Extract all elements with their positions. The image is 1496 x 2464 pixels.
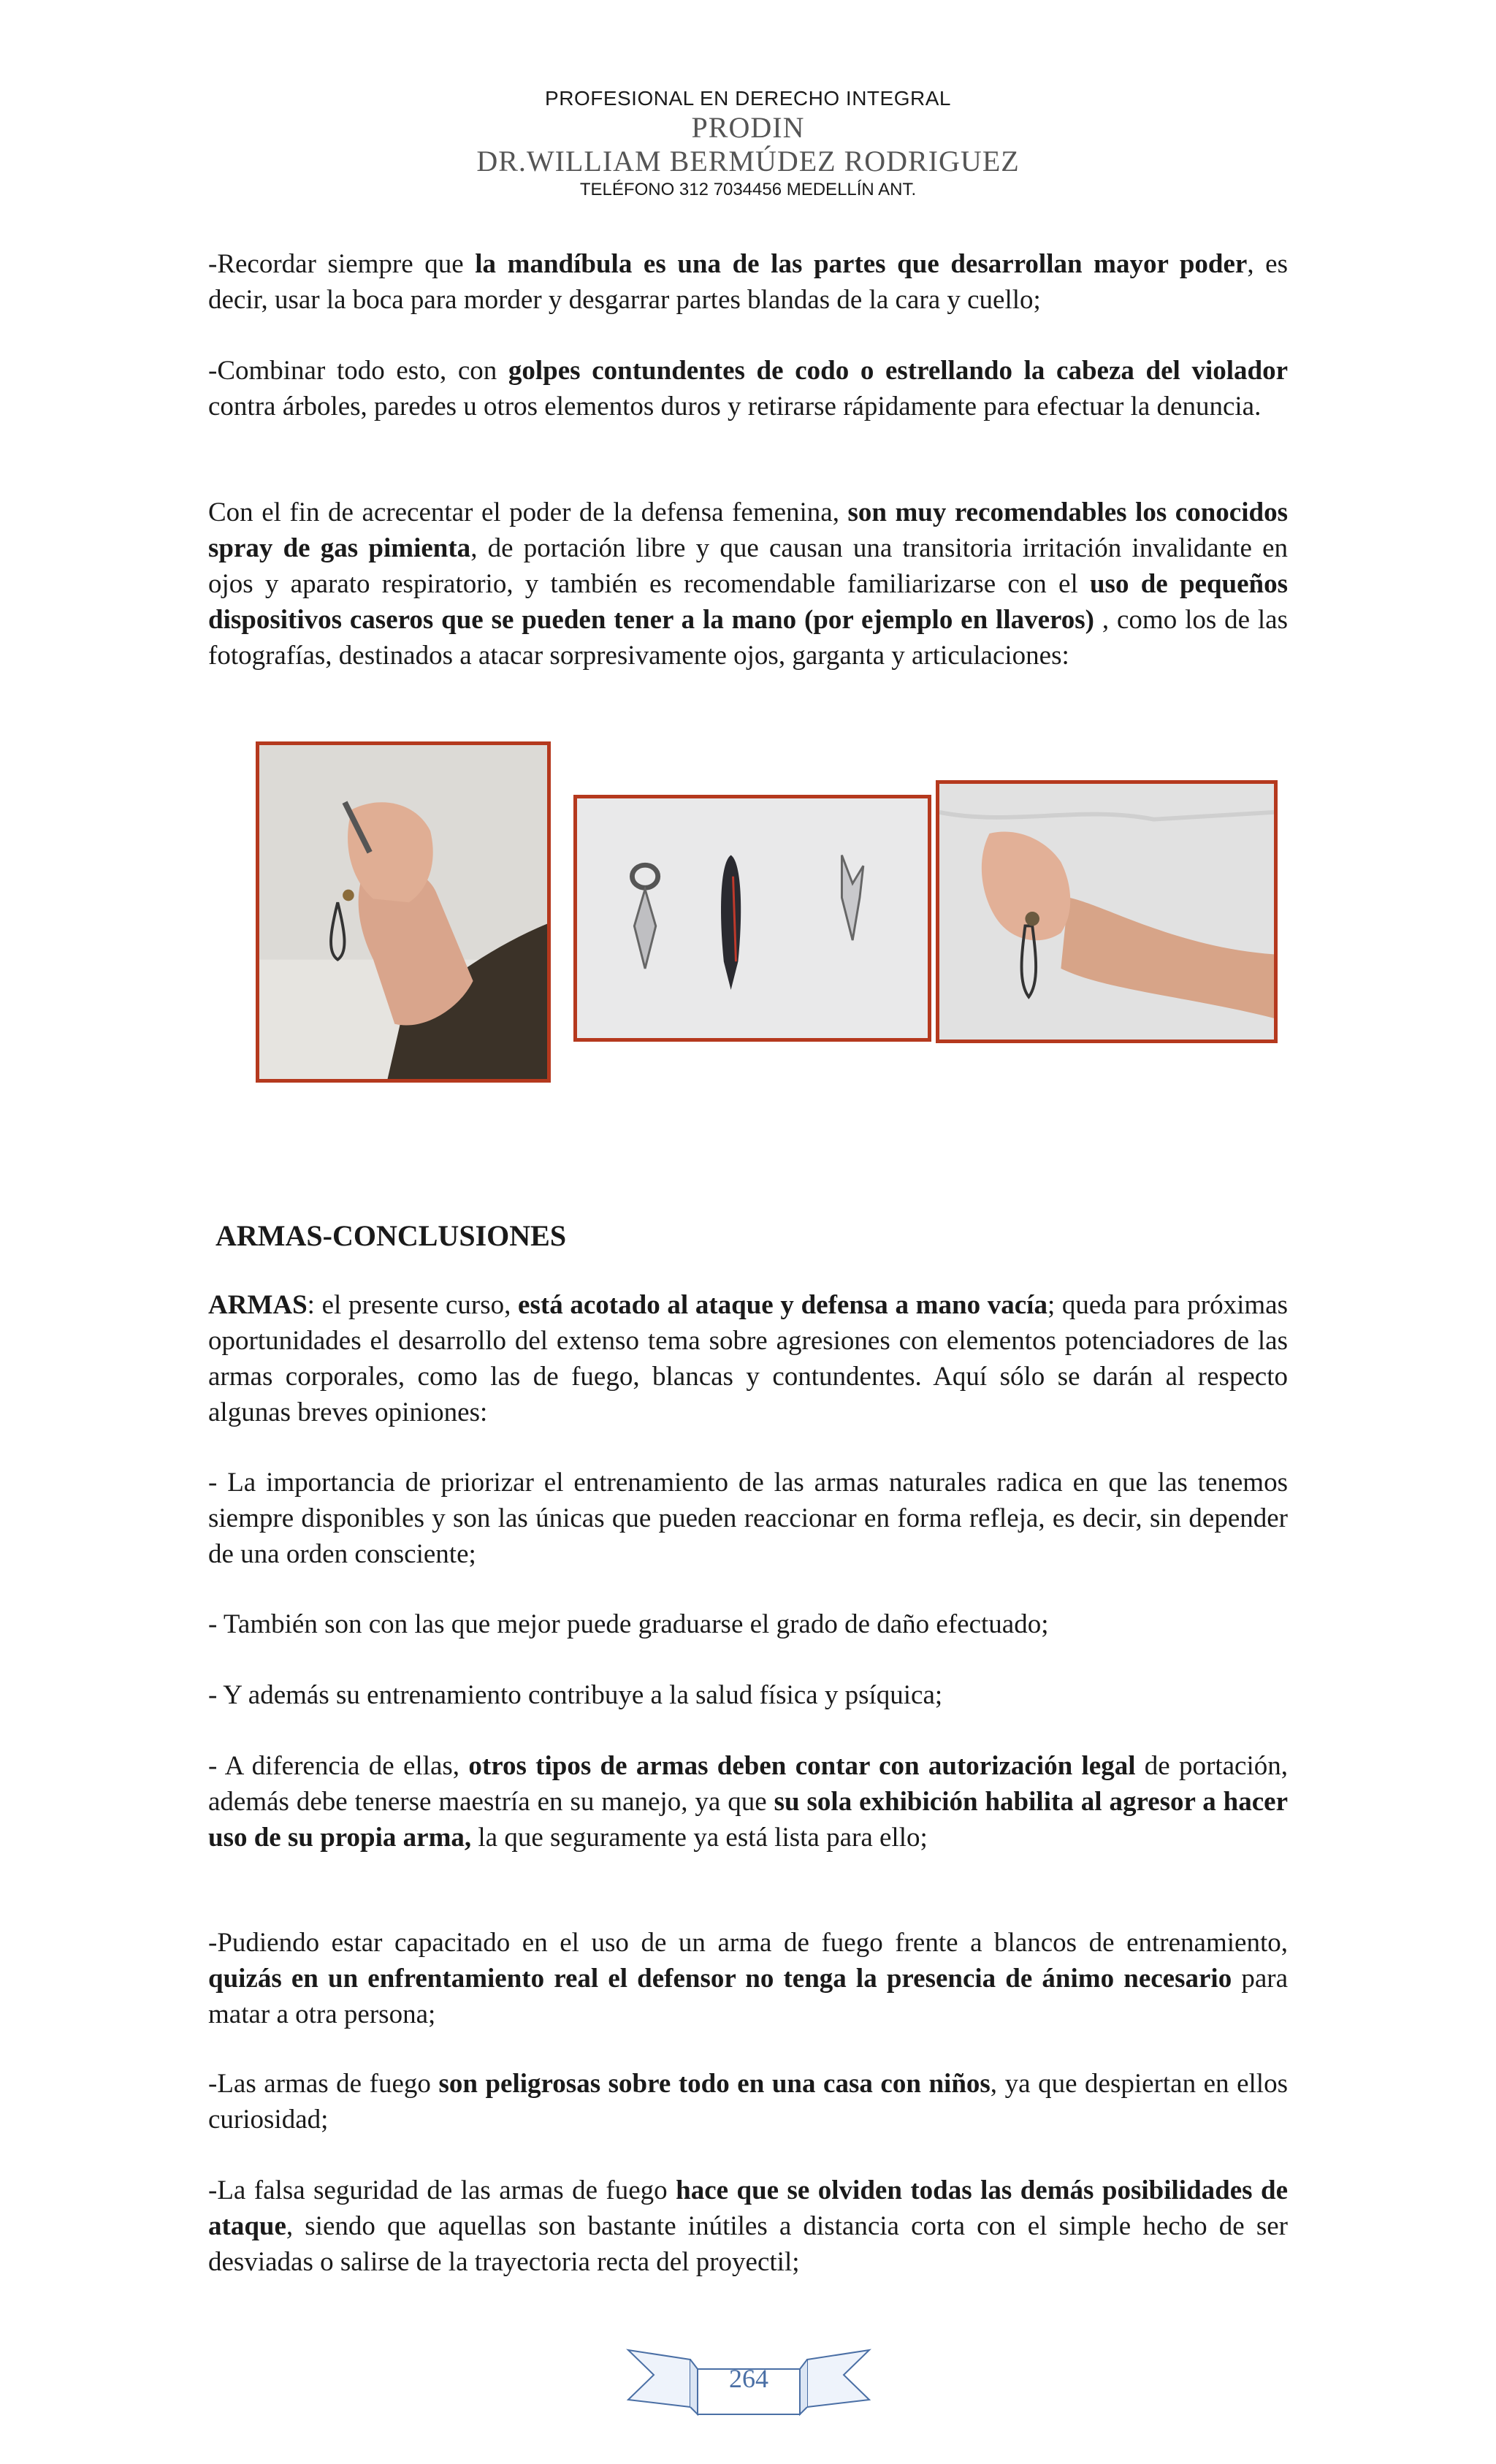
photo-fist-keychain — [256, 741, 551, 1083]
paragraph-false-security: -La falsa seguridad de las armas de fuego hace que se olviden todas las demás posibilidades de ataque, siendo que aquellas son bastante inútiles a distancia corta con el simple hecho de ser desviadas o salirse de la trayectoria recta del proyectil; — [208, 2175, 1288, 2277]
header-title: PROFESIONAL EN DERECHO INTEGRAL — [545, 87, 951, 110]
paragraph-pepper-spray: Con el fin de acrecentar el poder de la defensa femenina, son muy recomendables los conocidos spray de gas pimienta, de portación libre y que causan una transitoria irritación invalidante en ojos y aparato respiratorio, y también es recomendable familiarizarse con el uso de pequeños dispositivos caseros que se pueden tener a la mano (por ejemplo en llaveros) , como los de las fotografías, destinados a atacar sorpresivamente ojos, garganta y articulaciones: — [208, 497, 1289, 671]
paragraph-children: -Las armas de fuego son peligrosas sobre todo en una casa con niños, ya que despiertan en ellos curiosidad; — [208, 2069, 1288, 2135]
photo-keychain-devices — [573, 795, 931, 1042]
header-author: DR.WILLIAM BERMÚDEZ RODRIGUEZ — [476, 145, 1020, 178]
section-title: ARMAS-CONCLUSIONES — [215, 1219, 567, 1252]
paragraph-damage: - También son con las que mejor puede graduarse el grado de daño efectuado; — [208, 1609, 1049, 1639]
paragraph-health: - Y además su entrenamiento contribuye a la salud física y psíquica; — [208, 1680, 943, 1710]
header-brand: PRODIN — [691, 111, 805, 144]
paragraph-other-weapons: - A diferencia de ellas, otros tipos de armas deben contar con autorización legal de portación, además debe tenerse maestría en su manejo, ya que su sola exhibición habilita al agresor a hacer uso de su propia arma, la que seguramente ya está lista para ello; — [208, 1751, 1288, 1853]
paragraph-firearm-training: -Pudiendo estar capacitado en el uso de un arma de fuego frente a blancos de entrenamiento, quizás en un enfrentamiento real el defensor no tenga la presencia de ánimo necesario para matar a otra persona; — [208, 1928, 1288, 2029]
page-number-ribbon — [625, 2341, 873, 2422]
paragraph-mandible: -Recordar siempre que la mandíbula es una de las partes que desarrollan mayor poder, es decir, usar la boca para morder y desgarrar partes blandas de la cara y cuello; — [208, 249, 1288, 315]
page-header — [0, 86, 1496, 202]
page-number: 264 — [729, 2364, 768, 2393]
header-phone: TELÉFONO 312 7034456 MEDELLÍN ANT. — [579, 180, 917, 199]
paragraph-combine: -Combinar todo esto, con golpes contundentes de codo o estrellando la cabeza del violador contra árboles, paredes u otros elementos duros y retirarse rápidamente para efectuar la denuncia. — [208, 356, 1289, 422]
paragraph-natural-weapons: - La importancia de priorizar el entrenamiento de las armas naturales radica en que las tenemos siempre disponibles y son las únicas que pueden reaccionar en forma refleja, es decir, sin depender de una orden consciente; — [208, 1468, 1288, 1569]
paragraph-armas: ARMAS: el presente curso, está acotado al ataque y defensa a mano vacía; queda para próximas oportunidades el desarrollo del extenso tema sobre agresiones con elementos potenciadores de las armas corporales, como las de fuego, blancas y contundentes. Aquí sólo se darán al respecto algunas breves opiniones: — [208, 1290, 1288, 1427]
photo-hand-keychain — [936, 780, 1278, 1043]
